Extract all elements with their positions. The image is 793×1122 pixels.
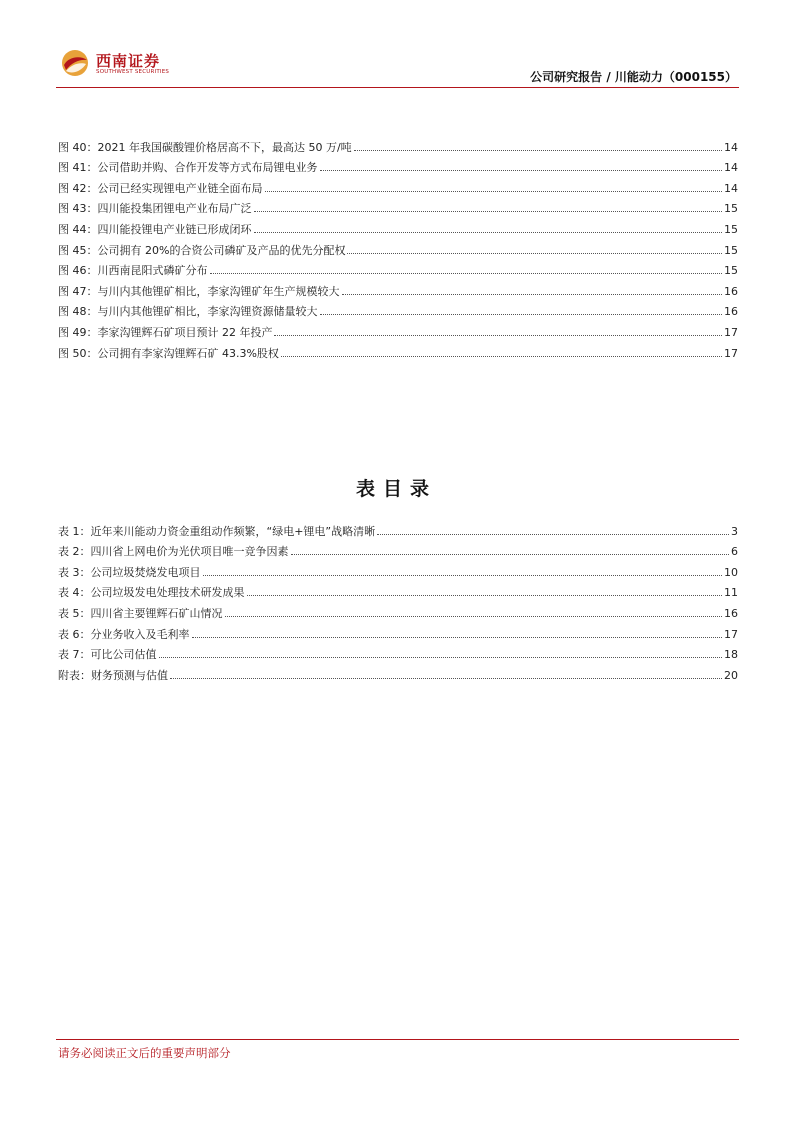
figure-entry[interactable] <box>58 339 738 360</box>
leader-dots <box>274 335 722 336</box>
figure-entry-label: 图 46：川西南昆阳式磷矿分布 <box>58 264 208 278</box>
table-entry-label: 表 4：公司垃圾发电处理技术研发成果 <box>58 586 245 600</box>
table-entry-page: 3 <box>731 524 738 538</box>
leader-dots <box>377 534 729 535</box>
table-entry-label: 附表：财务预测与估值 <box>58 668 168 682</box>
table-entry[interactable] <box>58 579 738 600</box>
figure-entry-page: 15 <box>724 222 738 236</box>
leader-dots <box>159 657 723 658</box>
figure-entry-label: 图 40：2021 年我国碳酸锂价格居高不下，最高达 50 万/吨 <box>58 140 352 154</box>
figure-entry-label: 图 47：与川内其他锂矿相比，李家沟锂矿年生产规模较大 <box>58 284 340 298</box>
table-entry-page: 11 <box>724 586 738 600</box>
leader-dots <box>342 294 723 295</box>
figure-entry-label: 图 41：公司借助并购、合作开发等方式布局锂电业务 <box>58 161 318 175</box>
figure-entry[interactable] <box>58 257 738 278</box>
page-header <box>0 0 793 92</box>
leader-dots <box>281 356 722 357</box>
tables-section-title: 表目录 <box>355 478 437 500</box>
figure-entry-page: 16 <box>724 284 738 298</box>
company-logo <box>60 48 180 82</box>
table-entry-label: 表 6：分业务收入及毛利率 <box>58 627 190 641</box>
leader-dots <box>354 150 722 151</box>
figure-entry-page: 17 <box>724 325 738 339</box>
leader-dots <box>265 191 723 192</box>
table-entry[interactable] <box>58 517 738 538</box>
table-entry[interactable] <box>58 538 738 559</box>
leader-dots <box>254 232 723 233</box>
table-entry-page: 18 <box>724 648 738 662</box>
logo-chinese-name: 西南证券 <box>96 52 161 70</box>
figure-entry-page: 14 <box>724 181 738 195</box>
figure-entry-page: 15 <box>724 243 738 257</box>
figure-entry-page: 14 <box>724 140 738 154</box>
southwest-securities-logo-icon <box>60 48 90 78</box>
leader-dots <box>247 595 723 596</box>
leader-dots <box>291 554 730 555</box>
table-entry-label: 表 3：公司垃圾焚烧发电项目 <box>58 565 201 579</box>
figure-list <box>58 133 738 360</box>
table-entry[interactable] <box>58 599 738 620</box>
figure-entry-page: 14 <box>724 161 738 175</box>
figure-entry[interactable] <box>58 318 738 339</box>
report-title: 公司研究报告 / 川能动力（000155） <box>530 70 737 84</box>
figure-entry-label: 图 50：公司拥有李家沟锂辉石矿 43.3%股权 <box>58 346 279 360</box>
table-entry[interactable] <box>58 558 738 579</box>
figure-entry-label: 图 49：李家沟锂辉石矿项目预计 22 年投产 <box>58 325 273 339</box>
figure-entry[interactable] <box>58 236 738 257</box>
header-divider <box>56 87 739 88</box>
figure-entry[interactable] <box>58 195 738 216</box>
logo-english-name: SOUTHWEST SECURITIES <box>96 69 170 75</box>
figure-entry-label: 图 43：四川能投集团锂电产业布局广泛 <box>58 202 252 216</box>
leader-dots <box>203 575 723 576</box>
figure-entry-label: 图 48：与川内其他锂矿相比，李家沟锂资源储量较大 <box>58 305 318 319</box>
leader-dots <box>347 253 722 254</box>
leader-dots <box>192 637 723 638</box>
leader-dots <box>210 273 723 274</box>
disclaimer-note: 请务必阅读正文后的重要声明部分 <box>58 1046 231 1060</box>
leader-dots <box>320 170 723 171</box>
figure-entry[interactable] <box>58 215 738 236</box>
table-entry-page: 10 <box>724 565 738 579</box>
figure-entry-page: 16 <box>724 305 738 319</box>
leader-dots <box>254 211 723 212</box>
figure-entry-label: 图 44：四川能投锂电产业链已形成闭环 <box>58 222 252 236</box>
table-entry-page: 20 <box>724 668 738 682</box>
figure-entry-page: 17 <box>724 346 738 360</box>
figure-entry-label: 图 45：公司拥有 20%的合资公司磷矿及产品的优先分配权 <box>58 243 346 257</box>
figure-entry-label: 图 42：公司已经实现锂电产业链全面布局 <box>58 181 263 195</box>
table-entry-page: 6 <box>731 545 738 559</box>
table-entry[interactable] <box>58 661 738 682</box>
figure-entry[interactable] <box>58 298 738 319</box>
figure-entry[interactable] <box>58 154 738 175</box>
figure-entry-page: 15 <box>724 202 738 216</box>
table-entry-label: 表 1：近年来川能动力资金重组动作频繁，“绿电+锂电”战略清晰 <box>58 524 376 538</box>
table-entry-label: 表 7：可比公司估值 <box>58 648 157 662</box>
table-entry-page: 16 <box>724 606 738 620</box>
figure-entry-page: 15 <box>724 264 738 278</box>
figure-entry[interactable] <box>58 174 738 195</box>
table-list <box>58 517 738 682</box>
leader-dots <box>170 678 722 679</box>
footer-divider <box>56 1039 739 1040</box>
leader-dots <box>320 314 723 315</box>
table-entry-label: 表 2：四川省上网电价为光伏项目唯一竞争因素 <box>58 545 289 559</box>
figure-entry[interactable] <box>58 277 738 298</box>
table-entry[interactable] <box>58 641 738 662</box>
figure-entry[interactable] <box>58 133 738 154</box>
leader-dots <box>225 616 723 617</box>
table-entry-page: 17 <box>724 627 738 641</box>
table-entry[interactable] <box>58 620 738 641</box>
table-entry-label: 表 5：四川省主要锂辉石矿山情况 <box>58 606 223 620</box>
